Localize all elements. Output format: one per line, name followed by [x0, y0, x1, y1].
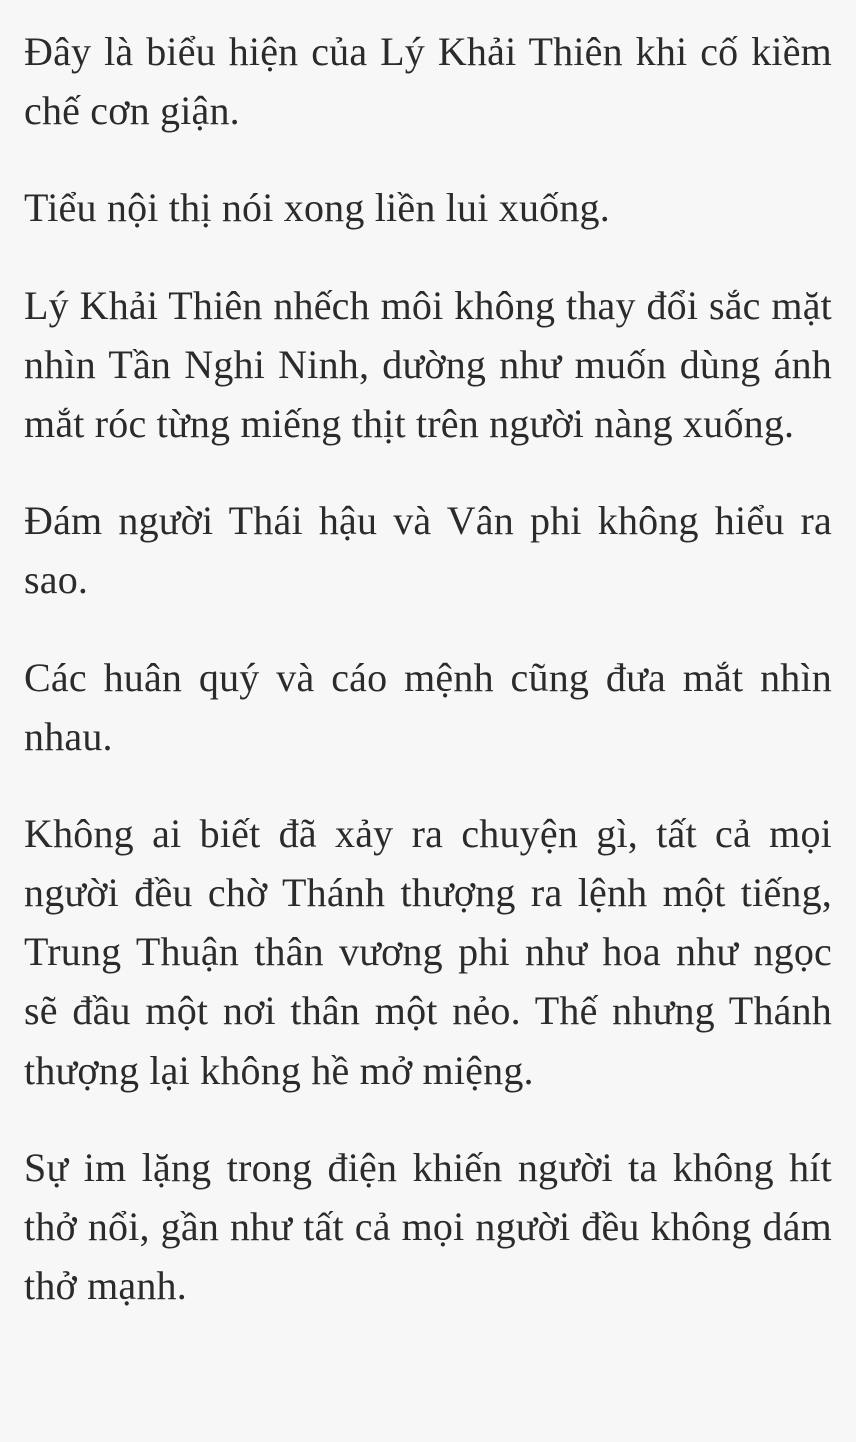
paragraph: Các huân quý và cáo mệnh cũng đưa mắt nhìn nhau.	[24, 654, 832, 759]
paragraph: Sự im lặng trong điện khiến người ta không hít thở nổi, gần như tất cả mọi người đều không dám thở mạnh.	[24, 1144, 832, 1309]
paragraph: Không ai biết đã xảy ra chuyện gì, tất cả mọi người đều chờ Thánh thượng ra lệnh một tiếng, Trung Thuận thân vương phi như hoa như ngọc sẽ đầu một nơi thân một nẻo. Thế nhưng Thánh thượng lại không hề mở miệng.	[24, 810, 832, 1093]
paragraph: Lý Khải Thiên nhếch môi không thay đổi sắc mặt nhìn Tần Nghi Ninh, dường như muốn dùng ánh mắt róc từng miếng thịt trên người nàng xuống.	[24, 282, 832, 446]
paragraph: Đám người Thái hậu và Vân phi không hiểu ra sao.	[24, 498, 832, 603]
paragraph: Đây là biểu hiện của Lý Khải Thiên khi cố kiềm chế cơn giận.	[24, 29, 832, 134]
paragraph: Tiểu nội thị nói xong liền lui xuống.	[24, 185, 610, 231]
